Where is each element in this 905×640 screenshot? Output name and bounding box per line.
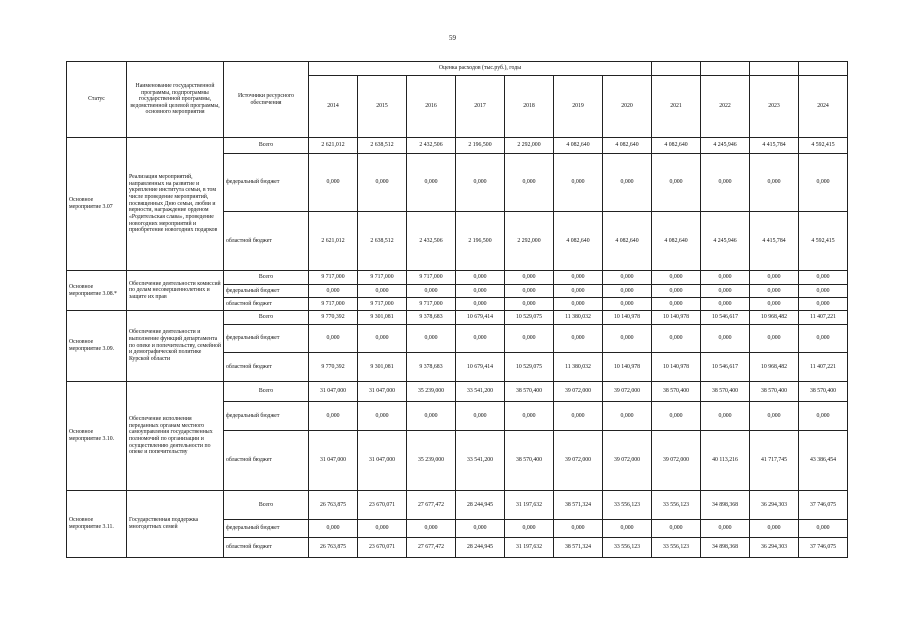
source-cell: Всего bbox=[224, 382, 309, 402]
value-cell: 0,000 bbox=[652, 285, 701, 298]
value-cell: 2 196,500 bbox=[456, 212, 505, 271]
value-cell: 0,000 bbox=[309, 154, 358, 212]
value-cell: 0,000 bbox=[407, 325, 456, 353]
value-cell: 0,000 bbox=[603, 402, 652, 431]
value-cell: 31 197,632 bbox=[505, 538, 554, 558]
value-cell: 33 556,123 bbox=[652, 538, 701, 558]
source-cell: федеральный бюджет bbox=[224, 402, 309, 431]
value-cell: 0,000 bbox=[750, 325, 799, 353]
value-cell: 4 245,946 bbox=[701, 138, 750, 154]
value-cell: 0,000 bbox=[652, 520, 701, 538]
value-cell: 39 072,000 bbox=[554, 431, 603, 491]
value-cell: 2 196,500 bbox=[456, 138, 505, 154]
status-cell: Основное мероприятие 3.08.* bbox=[67, 271, 127, 311]
value-cell: 0,000 bbox=[799, 154, 848, 212]
value-cell: 11 407,221 bbox=[799, 353, 848, 382]
value-cell: 31 047,000 bbox=[358, 431, 407, 491]
header-status: Статус bbox=[67, 62, 127, 138]
table-body bbox=[67, 62, 848, 558]
value-cell: 10 140,978 bbox=[603, 353, 652, 382]
value-cell: 0,000 bbox=[358, 285, 407, 298]
value-cell: 0,000 bbox=[309, 520, 358, 538]
value-cell: 9 301,081 bbox=[358, 311, 407, 325]
value-cell: 33 541,200 bbox=[456, 431, 505, 491]
value-cell: 0,000 bbox=[505, 271, 554, 285]
budget-table bbox=[66, 61, 848, 558]
value-cell: 0,000 bbox=[701, 520, 750, 538]
value-cell: 10 968,482 bbox=[750, 353, 799, 382]
value-cell: 9 717,000 bbox=[309, 298, 358, 311]
value-cell: 27 677,472 bbox=[407, 538, 456, 558]
header-year: 2018 bbox=[505, 76, 554, 138]
value-cell: 38 570,400 bbox=[750, 382, 799, 402]
value-cell: 11 407,221 bbox=[799, 311, 848, 325]
value-cell: 0,000 bbox=[701, 298, 750, 311]
value-cell: 40 113,216 bbox=[701, 431, 750, 491]
value-cell: 0,000 bbox=[554, 325, 603, 353]
value-cell: 4 082,640 bbox=[603, 138, 652, 154]
value-cell: 38 571,324 bbox=[554, 491, 603, 520]
value-cell: 0,000 bbox=[603, 285, 652, 298]
value-cell: 0,000 bbox=[652, 298, 701, 311]
value-cell: 10 546,617 bbox=[701, 311, 750, 325]
value-cell: 2 638,512 bbox=[358, 212, 407, 271]
header-year: 2021 bbox=[652, 76, 701, 138]
value-cell: 0,000 bbox=[750, 285, 799, 298]
value-cell: 9 717,000 bbox=[407, 298, 456, 311]
source-cell: областной бюджет bbox=[224, 298, 309, 311]
value-cell: 9 717,000 bbox=[358, 298, 407, 311]
value-cell: 0,000 bbox=[358, 520, 407, 538]
value-cell: 0,000 bbox=[750, 271, 799, 285]
value-cell: 0,000 bbox=[799, 402, 848, 431]
value-cell: 33 556,123 bbox=[652, 491, 701, 520]
value-cell: 28 244,945 bbox=[456, 538, 505, 558]
value-cell: 0,000 bbox=[554, 402, 603, 431]
value-cell: 2 638,512 bbox=[358, 138, 407, 154]
source-cell: федеральный бюджет bbox=[224, 325, 309, 353]
table-row bbox=[67, 491, 848, 520]
value-cell: 0,000 bbox=[309, 325, 358, 353]
status-cell: Основное мероприятие 3.11. bbox=[67, 491, 127, 558]
value-cell: 4 082,640 bbox=[603, 212, 652, 271]
value-cell: 34 898,368 bbox=[701, 491, 750, 520]
status-cell: Основное мероприятие 3.07 bbox=[67, 138, 127, 271]
value-cell: 2 292,000 bbox=[505, 138, 554, 154]
value-cell: 2 621,012 bbox=[309, 212, 358, 271]
measure-name-cell: Обеспечение деятельности и выполнение функций департамента по опеке и попечительству, семейной и демографической политике Курской области bbox=[127, 311, 224, 382]
source-cell: областной бюджет bbox=[224, 353, 309, 382]
value-cell: 31 197,632 bbox=[505, 491, 554, 520]
value-cell: 27 677,472 bbox=[407, 491, 456, 520]
source-cell: федеральный бюджет bbox=[224, 520, 309, 538]
value-cell: 35 239,000 bbox=[407, 431, 456, 491]
value-cell: 39 072,000 bbox=[554, 382, 603, 402]
value-cell: 0,000 bbox=[358, 402, 407, 431]
value-cell: 4 592,415 bbox=[799, 138, 848, 154]
source-cell: областной бюджет bbox=[224, 212, 309, 271]
value-cell: 34 898,368 bbox=[701, 538, 750, 558]
table-row bbox=[67, 271, 848, 285]
value-cell: 0,000 bbox=[309, 402, 358, 431]
value-cell: 4 415,784 bbox=[750, 212, 799, 271]
value-cell: 9 717,000 bbox=[407, 271, 456, 285]
value-cell: 23 670,071 bbox=[358, 491, 407, 520]
value-cell: 9 717,000 bbox=[309, 271, 358, 285]
value-cell: 37 746,075 bbox=[799, 538, 848, 558]
value-cell: 33 556,123 bbox=[603, 491, 652, 520]
value-cell: 38 570,400 bbox=[505, 382, 554, 402]
value-cell: 0,000 bbox=[701, 271, 750, 285]
value-cell: 0,000 bbox=[456, 520, 505, 538]
value-cell: 4 245,946 bbox=[701, 212, 750, 271]
source-cell: федеральный бюджет bbox=[224, 154, 309, 212]
value-cell: 23 670,071 bbox=[358, 538, 407, 558]
value-cell: 31 047,000 bbox=[309, 382, 358, 402]
value-cell: 0,000 bbox=[701, 325, 750, 353]
value-cell: 0,000 bbox=[554, 271, 603, 285]
value-cell: 38 570,400 bbox=[505, 431, 554, 491]
value-cell: 11 380,032 bbox=[554, 353, 603, 382]
value-cell: 9 717,000 bbox=[358, 271, 407, 285]
header-year: 2020 bbox=[603, 76, 652, 138]
value-cell: 9 301,081 bbox=[358, 353, 407, 382]
value-cell: 10 679,414 bbox=[456, 353, 505, 382]
measure-name-cell: Обеспечение исполнения переданных органам местного самоуправления государственных полномочий по организации и осуществлению деятельности по опеке и попечительству bbox=[127, 382, 224, 491]
value-cell: 10 679,414 bbox=[456, 311, 505, 325]
value-cell: 10 140,978 bbox=[603, 311, 652, 325]
value-cell: 0,000 bbox=[505, 402, 554, 431]
value-cell: 4 082,640 bbox=[652, 212, 701, 271]
table-row bbox=[67, 311, 848, 325]
value-cell: 0,000 bbox=[701, 402, 750, 431]
value-cell: 9 378,683 bbox=[407, 311, 456, 325]
source-cell: Всего bbox=[224, 311, 309, 325]
value-cell: 9 378,683 bbox=[407, 353, 456, 382]
value-cell: 39 072,000 bbox=[603, 431, 652, 491]
status-cell: Основное мероприятие 3.09. bbox=[67, 311, 127, 382]
value-cell: 10 529,075 bbox=[505, 311, 554, 325]
value-cell: 0,000 bbox=[456, 298, 505, 311]
value-cell: 0,000 bbox=[456, 285, 505, 298]
header-year: 2022 bbox=[701, 76, 750, 138]
header-year: 2024 bbox=[799, 76, 848, 138]
value-cell: 0,000 bbox=[750, 154, 799, 212]
value-cell: 0,000 bbox=[456, 154, 505, 212]
source-cell: федеральный бюджет bbox=[224, 285, 309, 298]
measure-name-cell: Реализация мероприятий, направленных на развитие и укрепление института семьи, в том числе проведение мероприятий, посвященных Дню семьи, любви и верности, награждение орденом «Родительская слава», проведение новогодних мероприятий и приобретение новогодних подарков bbox=[127, 138, 224, 271]
value-cell: 0,000 bbox=[652, 402, 701, 431]
value-cell: 0,000 bbox=[554, 520, 603, 538]
value-cell: 31 047,000 bbox=[358, 382, 407, 402]
value-cell: 0,000 bbox=[603, 520, 652, 538]
value-cell: 36 294,303 bbox=[750, 538, 799, 558]
value-cell: 38 570,400 bbox=[799, 382, 848, 402]
value-cell: 4 082,640 bbox=[554, 212, 603, 271]
value-cell: 39 072,000 bbox=[652, 431, 701, 491]
value-cell: 38 570,400 bbox=[701, 382, 750, 402]
value-cell: 0,000 bbox=[505, 325, 554, 353]
value-cell: 0,000 bbox=[407, 154, 456, 212]
source-cell: Всего bbox=[224, 491, 309, 520]
header-year: 2019 bbox=[554, 76, 603, 138]
value-cell: 0,000 bbox=[407, 285, 456, 298]
value-cell: 0,000 bbox=[407, 402, 456, 431]
value-cell: 33 541,200 bbox=[456, 382, 505, 402]
header-source: Источники ресурсного обеспечения bbox=[224, 62, 309, 138]
table-row bbox=[67, 138, 848, 154]
value-cell: 0,000 bbox=[554, 154, 603, 212]
source-cell: областной бюджет bbox=[224, 431, 309, 491]
value-cell: 0,000 bbox=[799, 285, 848, 298]
value-cell: 0,000 bbox=[750, 402, 799, 431]
status-cell: Основное мероприятие 3.10. bbox=[67, 382, 127, 491]
value-cell: 0,000 bbox=[603, 325, 652, 353]
value-cell: 4 082,640 bbox=[652, 138, 701, 154]
value-cell: 38 571,324 bbox=[554, 538, 603, 558]
value-cell: 38 570,400 bbox=[652, 382, 701, 402]
header-year: 2023 bbox=[750, 76, 799, 138]
value-cell: 0,000 bbox=[554, 298, 603, 311]
value-cell: 0,000 bbox=[505, 285, 554, 298]
header-year: 2017 bbox=[456, 76, 505, 138]
value-cell: 4 592,415 bbox=[799, 212, 848, 271]
value-cell: 39 072,000 bbox=[603, 382, 652, 402]
value-cell: 2 292,000 bbox=[505, 212, 554, 271]
value-cell: 0,000 bbox=[652, 154, 701, 212]
value-cell: 10 140,978 bbox=[652, 353, 701, 382]
value-cell: 33 556,123 bbox=[603, 538, 652, 558]
value-cell: 0,000 bbox=[750, 298, 799, 311]
value-cell: 0,000 bbox=[358, 154, 407, 212]
header-year: 2016 bbox=[407, 76, 456, 138]
header-year: 2014 bbox=[309, 76, 358, 138]
value-cell: 10 140,978 bbox=[652, 311, 701, 325]
value-cell: 0,000 bbox=[505, 520, 554, 538]
value-cell: 0,000 bbox=[456, 271, 505, 285]
measure-name-cell: Обеспечение деятельности комиссий по делам несовершеннолетних и защите их прав bbox=[127, 271, 224, 311]
value-cell: 0,000 bbox=[652, 325, 701, 353]
value-cell: 0,000 bbox=[799, 298, 848, 311]
value-cell: 37 746,075 bbox=[799, 491, 848, 520]
source-cell: областной бюджет bbox=[224, 538, 309, 558]
value-cell: 0,000 bbox=[505, 298, 554, 311]
source-cell: Всего bbox=[224, 138, 309, 154]
value-cell: 0,000 bbox=[701, 154, 750, 212]
value-cell: 0,000 bbox=[799, 520, 848, 538]
value-cell: 0,000 bbox=[505, 154, 554, 212]
source-cell: Всего bbox=[224, 271, 309, 285]
value-cell: 35 239,000 bbox=[407, 382, 456, 402]
value-cell: 11 380,032 bbox=[554, 311, 603, 325]
value-cell: 0,000 bbox=[603, 154, 652, 212]
value-cell: 0,000 bbox=[407, 520, 456, 538]
value-cell: 4 082,640 bbox=[554, 138, 603, 154]
value-cell: 4 415,784 bbox=[750, 138, 799, 154]
value-cell: 0,000 bbox=[603, 298, 652, 311]
page-number: 59 bbox=[449, 34, 456, 42]
value-cell: 0,000 bbox=[750, 520, 799, 538]
value-cell: 9 770,392 bbox=[309, 311, 358, 325]
value-cell: 0,000 bbox=[799, 271, 848, 285]
value-cell: 31 047,000 bbox=[309, 431, 358, 491]
value-cell: 0,000 bbox=[456, 325, 505, 353]
value-cell: 2 432,506 bbox=[407, 138, 456, 154]
value-cell: 43 386,454 bbox=[799, 431, 848, 491]
measure-name-cell: Государственная поддержка многодетных семей bbox=[127, 491, 224, 558]
value-cell: 10 546,617 bbox=[701, 353, 750, 382]
value-cell: 0,000 bbox=[652, 271, 701, 285]
value-cell: 0,000 bbox=[309, 285, 358, 298]
header-row-1 bbox=[67, 62, 848, 76]
value-cell: 0,000 bbox=[603, 271, 652, 285]
value-cell: 2 432,506 bbox=[407, 212, 456, 271]
value-cell: 28 244,945 bbox=[456, 491, 505, 520]
value-cell: 10 529,075 bbox=[505, 353, 554, 382]
value-cell: 2 621,012 bbox=[309, 138, 358, 154]
value-cell: 41 717,745 bbox=[750, 431, 799, 491]
value-cell: 0,000 bbox=[554, 285, 603, 298]
value-cell: 0,000 bbox=[799, 325, 848, 353]
value-cell: 9 770,392 bbox=[309, 353, 358, 382]
value-cell: 26 763,875 bbox=[309, 538, 358, 558]
table-row bbox=[67, 382, 848, 402]
header-estimate: Оценка расходов (тыс.руб.), годы bbox=[309, 62, 652, 76]
value-cell: 10 968,482 bbox=[750, 311, 799, 325]
value-cell: 0,000 bbox=[456, 402, 505, 431]
value-cell: 0,000 bbox=[701, 285, 750, 298]
value-cell: 0,000 bbox=[358, 325, 407, 353]
header-year: 2015 bbox=[358, 76, 407, 138]
header-name: Наименование государственной программы, подпрограммы государственной программы, ведомственной целевой программы, основного мероприятия bbox=[127, 62, 224, 138]
value-cell: 26 763,875 bbox=[309, 491, 358, 520]
value-cell: 36 294,303 bbox=[750, 491, 799, 520]
